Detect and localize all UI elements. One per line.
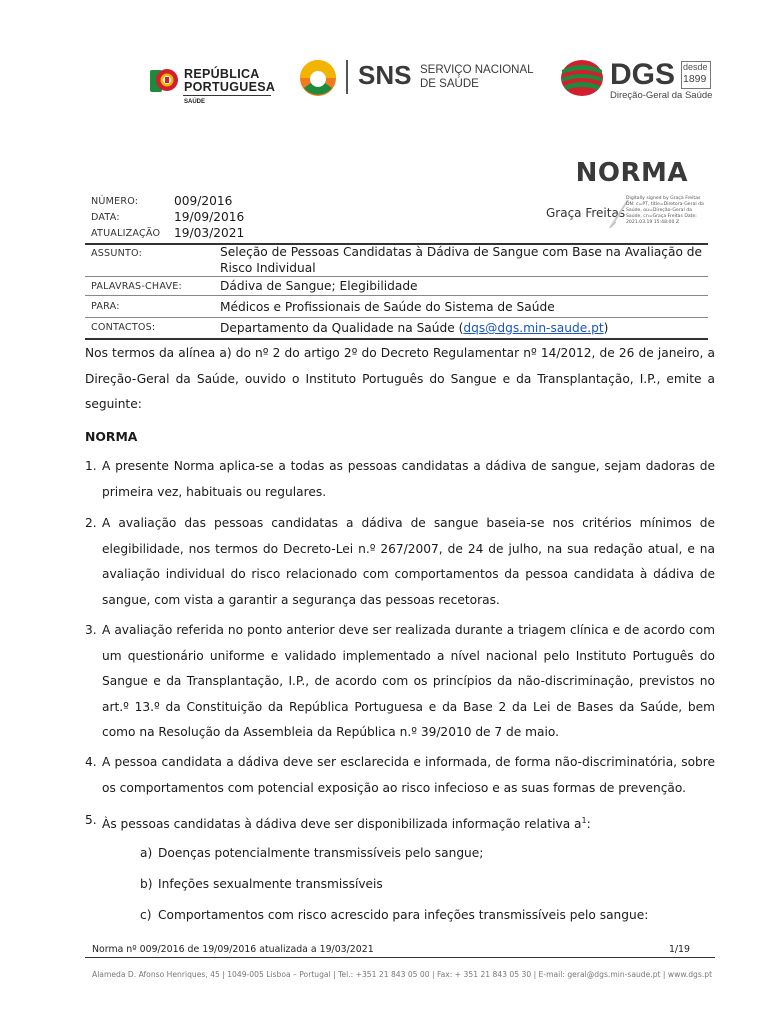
intro-paragraph: Nos termos da alínea a) do nº 2 do artigo 2º do Decreto Regulamentar nº 14/2012, de 26 de janeiro, a Direção-Geral da Saúde, ouvido o Instituto Português do Sangue e da Transplantação, I.P., emite a seguinte:	[85, 346, 715, 411]
page-number: 1/19	[668, 944, 690, 955]
para-value: Médicos e Profissionais de Saúde do Sistema de Saúde	[220, 300, 555, 314]
item-5-body: Às pessoas candidatas à dádiva deve ser disponibilizada informação relativa a	[102, 817, 582, 832]
item-4-text: A pessoa candidata a dádiva deve ser esclarecida e informada, de forma não-discriminatória, sobre os comportamentos com potencial exposição ao risco infecioso e as suas formas de prevenção.	[102, 755, 715, 795]
republica-line1: REPÚBLICA	[184, 67, 260, 81]
contactos-value	[220, 320, 710, 336]
item-5-number: 5.	[85, 813, 97, 827]
footer-address: Alameda D. Afonso Henriques, 45 | 1049-005 Lisboa – Portugal | Tel.: +351 21 843 05 00 | Fax: + 351 21 843 05 30 | E-mail: geral@dgs.min-saude.pt | www.dgs.pt	[92, 970, 713, 979]
numero-label: NÚMERO:	[91, 196, 139, 207]
numero-value: 009/2016	[174, 194, 233, 208]
subitem-a-text: Doenças potencialmente transmissíveis pelo sangue;	[158, 846, 484, 860]
dgs-subtitle: Direção-Geral da Saúde	[610, 90, 713, 101]
item-2-text: A avaliação das pessoas candidatas a dádiva de sangue baseia-se nos critérios mínimos de elegibilidade, nos termos do Decreto-Lei n.º 267/2007, de 24 de julho, na sua redação atual, e na avaliação individual do risco relacionado com comportamentos da pessoa candidata à dádiva de sangue, com vista a garantir a segurança das pessoas recetoras.	[102, 516, 715, 607]
sns-divider	[346, 60, 348, 94]
footer-reference: Norma nº 009/2016 de 19/09/2016 atualizada a 19/03/2021	[92, 944, 374, 955]
meta-bottom-rule	[85, 338, 708, 340]
subitem-c-letter: c)	[140, 908, 152, 922]
atualizacao-label: ATUALIZAÇÃO	[91, 228, 161, 239]
item-2-number: 2.	[85, 516, 97, 530]
meta-rule-3	[85, 317, 708, 318]
atualizacao-value: 19/03/2021	[174, 226, 245, 240]
contactos-suffix: )	[603, 321, 609, 335]
item-5-tail: :	[586, 817, 591, 832]
para-label: PARA:	[91, 301, 120, 312]
footer-rule	[85, 957, 715, 958]
data-label: DATA:	[91, 212, 120, 223]
document-title: NORMA	[575, 158, 688, 188]
subitem-b-letter: b)	[140, 877, 153, 891]
sns-logo-icon	[298, 58, 338, 98]
contactos-email-link[interactable]: dqs@dgs.min-saude.pt	[463, 321, 604, 335]
dgs-since-year: 1899	[683, 73, 707, 85]
coat-of-arms-icon	[150, 64, 182, 98]
item-3-number: 3.	[85, 623, 97, 637]
contactos-prefix: Departamento da Qualidade na Saúde (	[220, 321, 464, 335]
item-4-number: 4.	[85, 755, 97, 769]
republica-divider	[183, 95, 271, 96]
subitem-a-letter: a)	[140, 846, 153, 860]
norma-heading: NORMA	[85, 429, 138, 444]
item-1-number: 1.	[85, 459, 97, 473]
sns-line2: DE SAÚDE	[420, 78, 479, 90]
item-1-text: A presente Norma aplica-se a todas as pessoas candidatas a dádiva de sangue, sejam dadoras de primeira vez, habituais ou regulares.	[102, 459, 715, 499]
republica-line3: SAÚDE	[184, 99, 206, 105]
meta-rule-2	[85, 295, 708, 296]
dgs-acronym: DGS	[610, 58, 676, 91]
palavras-chave-value: Dádiva de Sangue; Elegibilidade	[220, 279, 418, 293]
dgs-logo-icon	[560, 58, 604, 98]
palavras-chave-label: PALAVRAS-CHAVE:	[91, 281, 182, 292]
assunto-value: Seleção de Pessoas Candidatas à Dádiva de Sangue com Base na Avaliação de Risco Individual	[220, 245, 703, 275]
dgs-since-label: desde	[683, 62, 708, 72]
assunto-label: ASSUNTO:	[91, 248, 143, 259]
item-3-text: A avaliação referida no ponto anterior deve ser realizada durante a triagem clínica e de acordo com um questionário uniforme e validado implementado a nível nacional pelo Instituto Português do Sangue e da Transplantação, I.P., de acordo com os princípios da não-discriminação, previstos no art.º 13.º da Constituição da República Portuguesa e da Base 2 da Lei de Bases da Saúde, bem como na Resolução da Assembleia da República n.º 39/2010 de 7 de maio.	[102, 623, 715, 739]
data-value: 19/09/2016	[174, 210, 245, 224]
sns-acronym: SNS	[358, 60, 412, 90]
sns-line1: SERVIÇO NACIONAL	[420, 64, 534, 76]
republica-line2: PORTUGUESA	[184, 80, 276, 94]
subitem-b-text: Infeções sexualmente transmissíveis	[158, 877, 383, 891]
signature-name: Graça Freitas	[546, 206, 626, 220]
subitem-c-text: Comportamentos com risco acrescido para infeções transmissíveis pelo sangue:	[158, 908, 649, 922]
meta-rule-1	[85, 276, 708, 277]
digital-signature-details: Digitally signed by Graça Freitas DN: c=PT, title=Diretora-Geral da Saúde, ou=Direção-Geral da Saúde, cn=Graça Freitas Date: 2021.03.19 15:48:00 Z	[626, 196, 704, 225]
contactos-label: CONTACTOS:	[91, 322, 156, 333]
item-5-text	[102, 808, 715, 838]
footnote-ref[interactable]: 1	[581, 816, 587, 825]
